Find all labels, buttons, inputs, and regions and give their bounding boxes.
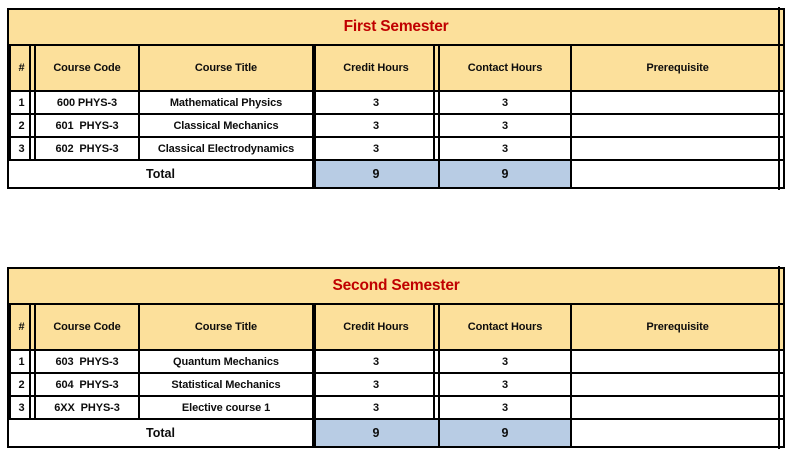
cell-credit-hours: 3	[314, 397, 440, 420]
cell-course-code: 6XX PHYS-3	[36, 397, 140, 420]
cell-credit-hours: 3	[314, 115, 440, 138]
table-row	[9, 92, 783, 115]
cell-number: 1	[9, 92, 36, 115]
table-row	[9, 374, 783, 397]
cell-course-code: 602 PHYS-3	[36, 138, 140, 161]
cell-contact-hours: 3	[440, 92, 572, 115]
table-title-row	[9, 269, 783, 305]
cell-number: 1	[9, 351, 36, 374]
table-row	[9, 115, 783, 138]
total-contact-hours: 9	[440, 420, 572, 446]
table-title-row	[9, 10, 783, 46]
total-credit-hours: 9	[314, 420, 440, 446]
table-total-row	[9, 161, 783, 187]
total-prerequisite	[572, 420, 783, 446]
cell-contact-hours: 3	[440, 351, 572, 374]
first-semester-table	[7, 8, 785, 189]
table-header-row	[9, 46, 783, 92]
second-semester-title: Second Semester	[9, 269, 783, 305]
column-header-contact-hours: Contact Hours	[440, 46, 572, 92]
cell-credit-hours: 3	[314, 92, 440, 115]
column-header-number: #	[9, 46, 36, 92]
cell-credit-hours: 3	[314, 138, 440, 161]
cell-course-title: Elective course 1	[140, 397, 314, 420]
cell-contact-hours: 3	[440, 397, 572, 420]
table-row	[9, 397, 783, 420]
total-credit-hours: 9	[314, 161, 440, 187]
table-total-row	[9, 420, 783, 446]
cell-contact-hours: 3	[440, 138, 572, 161]
cell-course-title: Classical Electrodynamics	[140, 138, 314, 161]
first-semester-title: First Semester	[9, 10, 783, 46]
cell-credit-hours: 3	[314, 374, 440, 397]
cell-prerequisite	[572, 138, 783, 161]
total-label: Total	[9, 161, 314, 187]
cell-prerequisite	[572, 115, 783, 138]
cell-number: 3	[9, 138, 36, 161]
total-prerequisite	[572, 161, 783, 187]
cell-number: 2	[9, 374, 36, 397]
table-header-row	[9, 305, 783, 351]
column-header-course-code: Course Code	[36, 305, 140, 351]
column-header-credit-hours: Credit Hours	[314, 46, 440, 92]
table-row	[9, 138, 783, 161]
cell-prerequisite	[572, 92, 783, 115]
cell-course-code: 601 PHYS-3	[36, 115, 140, 138]
cell-contact-hours: 3	[440, 374, 572, 397]
cell-number: 3	[9, 397, 36, 420]
column-header-contact-hours: Contact Hours	[440, 305, 572, 351]
cell-course-code: 604 PHYS-3	[36, 374, 140, 397]
column-header-course-title: Course Title	[140, 46, 314, 92]
cell-prerequisite	[572, 374, 783, 397]
cell-contact-hours: 3	[440, 115, 572, 138]
total-label: Total	[9, 420, 314, 446]
table-row	[9, 351, 783, 374]
column-header-credit-hours: Credit Hours	[314, 305, 440, 351]
second-semester-table	[7, 267, 785, 448]
column-header-prerequisite: Prerequisite	[572, 305, 783, 351]
cell-course-code: 603 PHYS-3	[36, 351, 140, 374]
cell-number: 2	[9, 115, 36, 138]
total-contact-hours: 9	[440, 161, 572, 187]
cell-prerequisite	[572, 397, 783, 420]
cell-credit-hours: 3	[314, 351, 440, 374]
cell-prerequisite	[572, 351, 783, 374]
cell-course-title: Statistical Mechanics	[140, 374, 314, 397]
column-header-number: #	[9, 305, 36, 351]
cell-course-code: 600 PHYS-3	[36, 92, 140, 115]
column-header-course-title: Course Title	[140, 305, 314, 351]
cell-course-title: Mathematical Physics	[140, 92, 314, 115]
column-header-prerequisite: Prerequisite	[572, 46, 783, 92]
cell-course-title: Classical Mechanics	[140, 115, 314, 138]
cell-course-title: Quantum Mechanics	[140, 351, 314, 374]
column-header-course-code: Course Code	[36, 46, 140, 92]
